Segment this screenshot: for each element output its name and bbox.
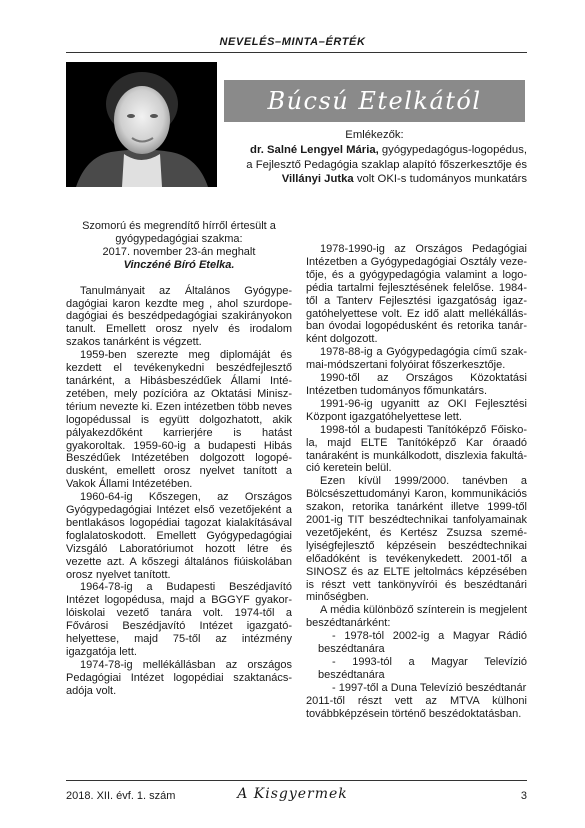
magazine-name: A Kisgyermek xyxy=(237,786,348,802)
paragraph: 1991-96-ig ugyanitt az OKI Fejlesztési Központ igazgatóhelyettese lett. xyxy=(306,397,527,423)
announcement-line: 2017. november 23-án meghalt xyxy=(102,245,256,258)
paragraph: Tanulmányait az Általános Gyógypedagógiai karon kezdte meg , ahol szurdopedagógiai és beszédpedagógiai szakirányokon tanult. Emellett orosz nyelv és irodalom szakos tanárként is végzett. xyxy=(66,284,292,349)
memorial-author-1 xyxy=(222,143,527,158)
page-number: 3 xyxy=(520,790,527,802)
author-2-name: Villányi Jutka xyxy=(281,173,354,186)
paragraph: 1990-től az Országos Közoktatási Intézetben tudományos főmunkatárs. xyxy=(306,372,527,397)
right-column xyxy=(306,243,527,721)
paragraph: A média különböző színterein is megjelent beszédtanárként: xyxy=(306,604,527,630)
memorial-author-1-role: a Fejlesztő Pedagógia szaklap alapító főszerkesztője és xyxy=(246,158,527,171)
article-title: Búcsú Etelkától xyxy=(224,80,525,122)
list-item: - 1997-től a Duna Televízió beszédtanár xyxy=(332,681,527,694)
left-column xyxy=(66,220,292,698)
paragraph: 1978-88-ig a Gyógypedagógia című szakmai-módszertani folyóirat főszerkesztője. xyxy=(306,346,527,372)
list-item: - 1993-tól a Magyar Televízió beszédtanára xyxy=(318,656,527,681)
list-item: - 1978-tól 2002-ig a Magyar Rádió beszédtanára xyxy=(318,630,527,656)
memorial-author-2 xyxy=(222,172,527,187)
paragraph: 1959-ben szerezte meg diplomáját és kezdett el tevékenykedni beszédfejlesztő tanárként, a Hibásbeszédűek Állami Intézetében, mely pozícióra az Oktatási Minisztérium nevezte ki. Ezen intézetben több neves logopédussal is együtt dolgozhatott, akik pályakezdőként karrierjére is hatást gyakoroltak. 1959-60-ig a budapesti Hibás Beszédűek Intézetében dolgozott logopédusként, emellett orosz nyelvet tanított a Vakok Állami Intézetében. xyxy=(66,349,292,491)
header-rule xyxy=(66,52,527,53)
paragraph: 2011-től részt vett az MTVA külhoni továbbképzésein történő beszédoktatásban. xyxy=(306,694,527,720)
running-header: NEVELÉS–MINTA–ÉRTÉK xyxy=(219,36,366,48)
footer-rule xyxy=(66,780,527,781)
portrait-photo xyxy=(66,62,217,187)
announcement-line: Szomorú és megrendítő hírről értesült a xyxy=(82,220,276,232)
paragraph: Ezen kívül 1999/2000. tanévben a Bölcsészettudományi Karon, kommunikációs szakon, retorika tanárként illetve 1999-től 2001-ig TIT beszédtechnikai tanfolyamainak vezetőjeként, és Kertész Zsuzsa személyiségfejlesztő képzésein beszédtechnikai előadóként is tevékenykedett. 2001-től a SINOSZ és az ELTE jeltolmács képzésében is részt vett tankönyvírói és beszédtanári minőségben. xyxy=(306,475,527,604)
author-2-desc: volt OKI-s tudományos munkatárs xyxy=(353,173,527,186)
paragraph: 1960-64-ig Kőszegen, az Országos Gyógypedagógiai Intézet első vezetőjeként a bentlakásos logopédiai tagozat kialakításával foglalatoskodott. Emellett Gyógypedagógiai Vizsgáló Laboratóriumot hozott létre és vezette azt. A kőszegi általános fiúiskolában orosz nyelvet tanított. xyxy=(66,491,292,581)
deceased-name: Vinczéné Bíró Etelka. xyxy=(123,258,235,271)
paragraph: 1964-78-ig a Budapesti Beszédjavító Intézet logopédusa, majd a BGGYF gyakorlóiskolai vezető tanára volt. 1974-től a Fővárosi Beszédjavító Intézet igazgatóhelyettese, majd 75-től az intézmény igazgatója lett. xyxy=(66,581,292,658)
issue-info: 2018. XII. évf. 1. szám xyxy=(66,790,176,802)
announcement-line: gyógypedagógiai szakma: xyxy=(115,232,243,245)
paragraph: 1998-tól a budapesti Tanítóképző Főiskola, majd ELTE Tanítóképző Kar óraadó tanáraként is munkálkodott, diszlexia fakultáció keretein belül. xyxy=(306,423,527,475)
memorial-intro: Emlékezők: xyxy=(345,129,404,141)
paragraph: 1978-1990-ig az Országos Pedagógiai Intézetben a Gyógypedagógiai Osztály vezetője, és a gyógypedagógia valamint a logopédia tartalmi fejlesztésének felelőse. 1984-től a Tanterv Fejlesztési igazgatóság igazgatóhelyettese volt. Ez idő alatt mellékállásban óvodai logopédusként és retorika tanárként dolgozott. xyxy=(306,243,527,346)
paragraph: 1974-78-ig mellékállásban az országos Pedagógiai Intézet logopédiai szaktanácsadója volt. xyxy=(66,658,292,697)
author-1-name: dr. Salné Lengyel Mária, xyxy=(250,143,379,156)
memorial-credits xyxy=(222,128,527,187)
author-1-desc: gyógypedagógus-logopédus, xyxy=(378,143,527,156)
